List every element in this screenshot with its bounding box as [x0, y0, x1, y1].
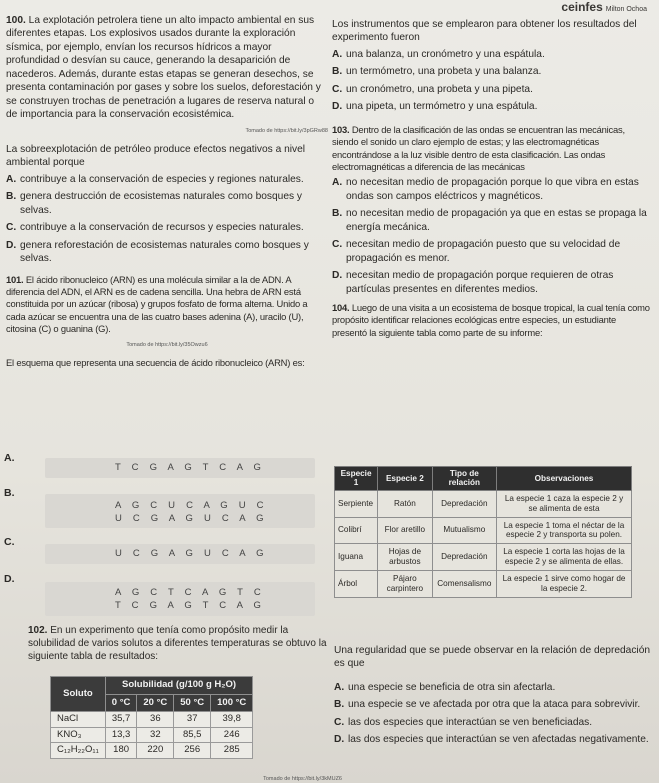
option-text: una especie se ve afectada por otra que la ataca para sobrevivir.	[348, 699, 641, 711]
solubility-value: 246	[211, 727, 253, 743]
option-letter: C.	[332, 83, 343, 95]
solubility-value: 37	[174, 712, 211, 728]
q104-option-b[interactable]	[334, 698, 654, 711]
q102-number: 102.	[28, 625, 48, 636]
option-text: contribuye a la conservación de especies y regiones naturales.	[20, 173, 304, 185]
q102-option-b[interactable]	[332, 65, 652, 78]
option-letter: B.	[6, 191, 17, 203]
temp-header: 0 °C	[105, 694, 137, 712]
option-text: una balanza, un cronómetro y una espátula.	[346, 48, 545, 60]
option-text: las dos especies que interactúan se ven afectadas negativamente.	[348, 734, 649, 746]
option-text: un cronómetro, una probeta y una pipeta.	[346, 83, 533, 95]
table-row	[335, 544, 632, 571]
option-text: no necesitan medio de propagación porque lo que vibra en estas ondas son campos eléctricos y magnéticos.	[346, 177, 639, 202]
option-letter: A.	[334, 681, 345, 693]
q100-option-d[interactable]	[6, 239, 328, 266]
option-letter: C.	[332, 239, 343, 251]
option-letter: D.	[332, 101, 343, 113]
eco-cell: Comensalismo	[432, 570, 496, 597]
q104-stem	[332, 302, 652, 339]
solubility-table	[50, 676, 253, 759]
option-text: una pipeta, un termómetro y una espátula.	[346, 101, 538, 113]
table-row	[335, 517, 632, 544]
eco-cell: Iguana	[335, 544, 378, 571]
q101-source: Tomado de https://bit.ly/35Owzu6	[126, 341, 208, 348]
option-text: una especie se beneficia de otra sin afectarla.	[348, 681, 556, 693]
q101-option-c-letter[interactable]: C.	[4, 536, 15, 548]
option-text: genera reforestación de ecosistemas naturales como bosques y selvas.	[20, 239, 309, 265]
option-letter: D.	[334, 734, 345, 746]
q104-stem-text: Luego de una visita a un ecosistema de bosque tropical, la cual tenía como propósito identificar relaciones ecológicas entre especies, un estudiante presentó la siguiente tabla como parte de su informe:	[332, 301, 650, 338]
solubility-value: 85,5	[174, 727, 211, 743]
q100-option-b[interactable]	[6, 190, 328, 217]
eco-cell: Árbol	[335, 570, 378, 597]
brand-name: ceinfes	[561, 0, 603, 14]
eco-cell: Hojas de arbustos	[378, 544, 433, 571]
q100-option-c[interactable]	[6, 221, 328, 234]
q101-option-a-letter[interactable]: A.	[4, 452, 15, 464]
eco-header: Observaciones	[497, 467, 632, 491]
q103-stem-text: Dentro de la clasificación de las ondas se encuentran las mecánicas, siendo el sonido un claro ejemplo de estas; y las electromagnéticas encontrándose a la luz visible dentro de esta clasificación. Las ondas electromagnéticas a diferencia de las mecánicas	[332, 123, 625, 172]
q101-option-d-letter[interactable]: D.	[4, 573, 15, 585]
q101-number: 101.	[6, 273, 24, 285]
q104-source: Tomado de https://bit.ly/3kMUZ6	[263, 776, 342, 782]
left-column	[6, 14, 328, 371]
solubility-value: 220	[137, 743, 174, 759]
q103-option-b[interactable]	[332, 207, 652, 234]
table-row	[51, 743, 253, 759]
option-letter: A.	[332, 177, 343, 189]
ecological-relations-table	[334, 466, 632, 598]
q103-number: 103.	[332, 123, 350, 135]
eco-cell: Serpiente	[335, 490, 378, 517]
eco-cell: Colibrí	[335, 517, 378, 544]
eco-cell: La especie 1 corta las hojas de la especie 2 y se alimenta de ellas.	[497, 544, 632, 571]
option-letter: A.	[6, 173, 17, 185]
q102-option-c[interactable]	[332, 83, 652, 96]
q100-stem	[6, 14, 328, 122]
solubility-value: 256	[174, 743, 211, 759]
eco-cell: Depredación	[432, 490, 496, 517]
eco-cell: La especie 1 toma el néctar de la especie 2 y transporta su polen.	[497, 517, 632, 544]
q100-source: Tomado de https://bit.ly/3pGRw88	[245, 127, 328, 134]
eco-cell: La especie 1 caza la especie 2 y se alimenta de esta	[497, 490, 632, 517]
q102-stem-text: En un experimento que tenía como propósito medir la solubilidad de varios solutos a diferentes temperaturas se obtuvo la siguiente tabla de resultados:	[28, 625, 327, 663]
eco-cell: Depredación	[432, 544, 496, 571]
q104-option-a[interactable]	[334, 681, 654, 694]
option-letter: C.	[334, 716, 345, 728]
eco-cell: Flor aretillo	[378, 517, 433, 544]
eco-header: Especie 2	[378, 467, 433, 491]
table-row	[335, 490, 632, 517]
q102-stem	[28, 624, 328, 664]
q103-option-d[interactable]	[332, 269, 652, 296]
q104-option-c[interactable]	[334, 716, 654, 729]
option-letter: D.	[6, 239, 17, 251]
q104-bottom	[334, 644, 654, 751]
eco-header: Tipo de relación	[432, 467, 496, 491]
solubility-header-soluto: Soluto	[51, 677, 106, 712]
option-letter: C.	[6, 222, 17, 234]
q101-option-c-strand[interactable]: U C G A G U C A G	[115, 548, 268, 559]
solute-name: C₁₂H₂₂O₁₁	[51, 743, 106, 759]
option-text: las dos especies que interactúan se ven beneficiadas.	[348, 716, 593, 728]
solubility-value: 285	[211, 743, 253, 759]
solubility-value: 39,8	[211, 712, 253, 728]
option-text: contribuye a la conservación de recursos y especies naturales.	[20, 222, 304, 234]
q101-option-b-letter[interactable]: B.	[4, 487, 15, 499]
option-text: genera destrucción de ecosistemas naturales como bosques y selvas.	[20, 191, 303, 216]
option-text: no necesitan medio de propagación ya que en estas se propaga la energía mecánica.	[346, 208, 647, 233]
q101-option-b-strand-bottom[interactable]: U C G A G U C A G	[115, 513, 268, 524]
q101-option-d-strand-bottom[interactable]: T C G A G T C A G	[115, 600, 266, 611]
eco-header: Especie 1	[335, 467, 378, 491]
q102-option-d[interactable]	[332, 100, 652, 113]
solute-name: KNO₃	[51, 727, 106, 743]
temp-header: 100 °C	[211, 694, 253, 712]
eco-cell: Mutualismo	[432, 517, 496, 544]
solubility-value: 32	[137, 727, 174, 743]
q103-option-a[interactable]	[332, 176, 652, 203]
brand-sub: Milton Ochoa	[605, 6, 647, 13]
brand-logo	[561, 0, 647, 16]
table-row	[335, 570, 632, 597]
option-text: necesitan medio de propagación porque requieren de otras partículas presentes en diferentes medios.	[346, 270, 614, 295]
option-letter: D.	[332, 270, 343, 282]
q101-option-d-strand-top[interactable]: A G C T C A G T C	[115, 587, 265, 598]
q101-option-b-strand-top[interactable]: A G C U C A G U C	[115, 500, 268, 511]
eco-cell: La especie 1 sirve como hogar de la especie 2.	[497, 570, 632, 597]
q101-option-a-strand[interactable]: T C G A G T C A G	[115, 462, 266, 473]
eco-cell: Pájaro carpintero	[378, 570, 433, 597]
q102-option-a[interactable]	[332, 48, 652, 61]
q104-number: 104.	[332, 301, 350, 313]
q101-question: El esquema que representa una secuencia de ácido ribonucleico (ARN) es:	[6, 356, 305, 368]
q103-stem	[332, 124, 652, 174]
q101-stem-text: El ácido ribonucleico (ARN) es una molécula similar a la de ADN. A diferencia del ADN, el ARN es de cadena sencilla. Una hebra de ARN está constituida por un azúcar (ribosa) y grupos fosfato de forma alterna. Unido a cada azúcar se encuentra una de las cuatro bases adenina (A), uracilo (U), citosina (C) o guanina (G).	[6, 273, 308, 335]
option-letter: B.	[332, 66, 343, 78]
solubility-value: 180	[105, 743, 137, 759]
q100-option-a[interactable]	[6, 173, 328, 186]
option-letter: B.	[334, 699, 345, 711]
eco-cell: Ratón	[378, 490, 433, 517]
solubility-value: 35,7	[105, 712, 137, 728]
option-text: necesitan medio de propagación puesto que su velocidad de propagación es menor.	[346, 239, 621, 264]
q100-question: La sobreexplotación de petróleo produce efectos negativos a nivel ambiental porque	[6, 143, 306, 169]
q102-cont-question: Los instrumentos que se emplearon para obtener los resultados del experimento fueron	[332, 19, 637, 44]
table-row	[51, 712, 253, 728]
q100-number: 100.	[6, 15, 26, 26]
temp-header: 50 °C	[174, 694, 211, 712]
q104-question: Una regularidad que se puede observar en la relación de depredación es que	[334, 645, 651, 670]
q103-option-c[interactable]	[332, 238, 652, 265]
option-text: un termómetro, una probeta y una balanza.	[346, 66, 542, 78]
solubility-header-group: Solubilidad (g/100 g H₂O)	[105, 677, 253, 695]
right-column	[332, 18, 652, 341]
solute-name: NaCl	[51, 712, 106, 728]
q101-stem	[6, 274, 328, 336]
q100-stem-text: La explotación petrolera tiene un alto impacto ambiental en sus diferentes etapas. Los explosivos usados durante la exploración sísmica, por ejemplo, envían los recursos hídricos a mayor profundidad o desvían su cauce, generando la desaparición de nacederos. Además, durante estas etapas se generan desechos, se presenta contaminación por gases y sobre los suelos, deforestación y se construyen trochas de penetración a lugares de reserva natural o de importancia para la conservación ecosistémica.	[6, 15, 321, 121]
q104-option-d[interactable]	[334, 733, 654, 746]
solubility-value: 36	[137, 712, 174, 728]
option-letter: B.	[332, 208, 343, 220]
table-row	[51, 727, 253, 743]
temp-header: 20 °C	[137, 694, 174, 712]
option-letter: A.	[332, 48, 343, 60]
solubility-value: 13,3	[105, 727, 137, 743]
